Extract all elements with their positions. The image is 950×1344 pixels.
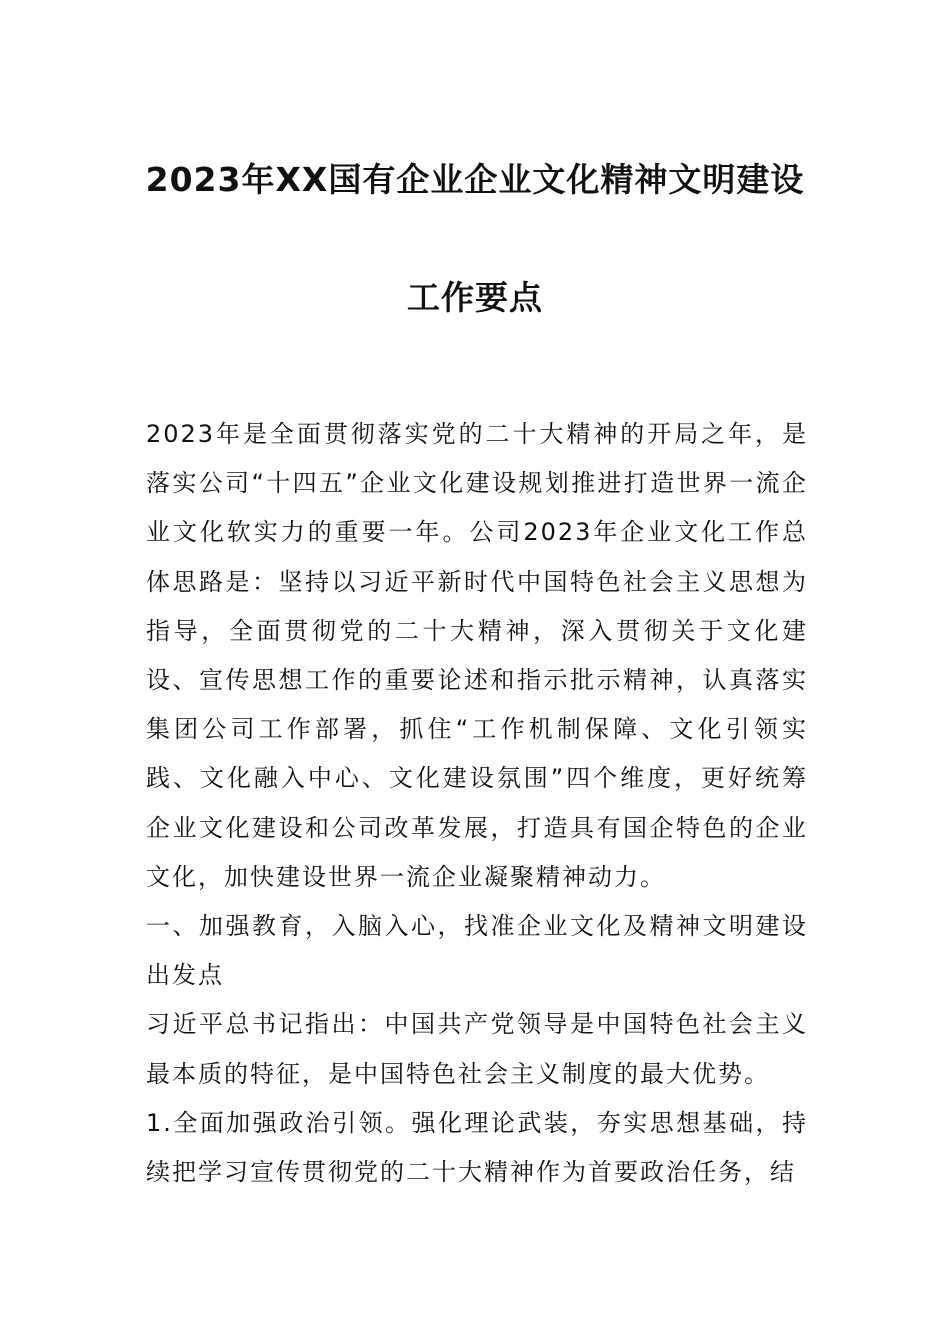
paragraph-intro: 2023年是全面贯彻落实党的二十大精神的开局之年，是落实公司“十四五”企业文化建设规划推进打造世界一流企业文化软实力的重要一年。公司2023年企业文化工作总体思路是：坚持以习近平新时代中国特色社会主义思想为指导，全面贯彻党的二十大精神，深入贯彻关于文化建设、宣传思想工作的重要论述和指示批示精神，认真落实集团公司工作部署，抓住“工作机制保障、文化引领实践、文化融入中心、文化建设氛围”四个维度，更好统筹企业文化建设和公司改革发展，打造具有国企特色的企业文化，加快建设世界一流企业凝聚精神动力。 bbox=[146, 420, 808, 891]
paragraph-quote: 习近平总书记指出：中国共产党领导是中国特色社会主义最本质的特征，是中国特色社会主义制度的最大优势。 bbox=[146, 1010, 808, 1088]
document-title-line-2: 工作要点 bbox=[407, 278, 543, 317]
document-title-line-1: 2023年XX国有企业企业文化精神文明建设 bbox=[145, 160, 805, 199]
section-heading-1: 一、加强教育，入脑入心，找准企业文化及精神文明建设出发点 bbox=[146, 912, 808, 990]
paragraph-item-1: 1.全面加强政治引领。强化理论武装，夯实思想基础，持续把学习宣传贯彻党的二十大精神作为首要政治任务，结 bbox=[146, 1108, 808, 1187]
document-body bbox=[146, 410, 808, 1197]
